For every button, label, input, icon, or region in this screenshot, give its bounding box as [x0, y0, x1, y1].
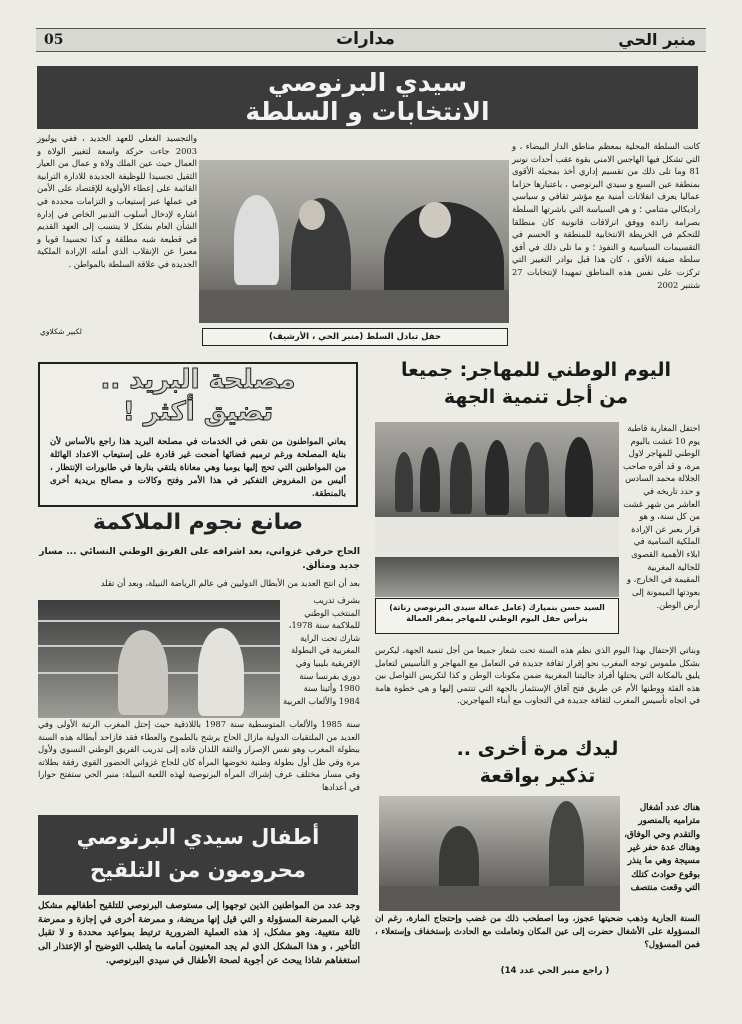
- post-office-title-line2: تضيق أكثر !: [122, 397, 274, 427]
- main-story-photo: [199, 160, 509, 323]
- post-office-body: يعاني المواطنون من نقص في الخدمات في مصلحة البريد هذا راجع بالأساس لأن بناية المصلحة ورغم ترميم فضائها أضحت غير قادرة على إستيعاب الاعداد الهائلة من المواطنين التي تحج إليها يوميا وهي معاناة يلتقي بنارها في طابورات الإنتظار ، أليس من المفروض التفكير في هذا الأمر وفتح وكالات و مصالح بريدية أخرى بالمنطقة.: [50, 437, 346, 500]
- reminder-headline: [375, 736, 700, 792]
- migrant-day-side-text: احتفل المغاربة قاطبة يوم 10 غشت باليوم الوطني للمهاجر لاول مرة، و قد أقره صاحب الجلالة محمد السادس و حدد تاريخه في العاشر من شهر غشت من كل سنة، و هو قرار يعبر عن الإرادة الملكية السامية في ابلاء الأهمية القصوى للجالية المغربية المقيمة في الخارج، و بعودتها الميمونة إلى أرض الوطن.: [623, 423, 700, 610]
- post-office-title-line1: مصلحة البريد ..: [100, 365, 296, 395]
- migrant-day-photo: [375, 422, 619, 597]
- reminder-side-text: هناك عدد أشغال متراميه بالمنصور والتقدم وحي الوفاق، وهناك عدة حفر غير مسيجة وهي ما ينذر بوقوع حوادث كتلك التي وقعت منتصف: [624, 803, 700, 894]
- page-header: [36, 28, 706, 52]
- section-name: مدارات: [336, 29, 395, 49]
- boxing-subtitle: الحاج حرفي غزواني، بعد اشرافه على الفريق الوطني النسائي ... مسار جديد ومتألق.: [39, 546, 360, 571]
- main-story-photo-caption: حفل تبادل السلط (منبر الحي ، الأرشيف): [202, 328, 508, 346]
- boxing-photo: [38, 600, 280, 718]
- paper-name: منبر الحي: [618, 30, 696, 49]
- reminder-reference: ( راجع منبر الحي عدد 14): [500, 966, 610, 976]
- reminder-title-line2: تذكير بواقعة: [479, 765, 596, 787]
- main-story-col-right: كانت السلطة المحلية بمعظم مناطق الدار البيضاء ، و التي تشكل فيها الهاجس الامني بقوة عقب أحداث نونبر 81 وما تلى ذلك من تقسيم إداري أخذ بمجيئه الأقوى بمنطقة عين السبع و سيدي البرنوصي ، باعتبارها حزاما عماليا يعرف انفلاتات أمنية مع مؤشر ثقافي و سياسي راديكالي متنامي ؛ و هي السياسة التي باشرتها السلطة بصرامة زائدة ووفق انزلاقات قانونية كان منطلقا للتحكم في الخريطة الانتخابية للمنطقة و الحسم في التقسيمات السياسية و النفوذ ؛ و ما تلى ذلك في أفق سلطة ضيقة الأفق ، كان هذا قبل بوادر التغيير التي تركزت على نفس هذه المناطق تمهيدا لإنتخابات 27 شتنبر 2002: [512, 141, 700, 290]
- migrant-day-body: وبناتي الإحتفال بهذا اليوم الذي نظم هذه السنة تحت شعار جميعا من أجل تنمية الجهة، ليكرس بشكل ملموس توجه المغرب نحو إقرار ثقافة جديدة في التعامل مع المهاجر و التأسيس لتعامل يليق بالمكانة التي يحتلها أفراد جاليتنا المغربية ضمن مكونات الوطن و كذا لتكريس التواصل بين هذه الفئة ووطنها الأم عن طريق فتح آفاق الإستثمار بالجهة التي تنتمي إليها و هي خطوة هامة في اتجاه تأسيس المغرب لثقافة جديدة في التجاوب مع أبناء المهاجرين.: [375, 645, 700, 706]
- boxing-beside-photo: بشرف تدريب المنتخب الوطني للملاكمة سنة 1978، شارك تحت الراية المغربية في البطولة الإفريقية بليبيا وفي دوري بفرنسا سنة 1980 وأثينا سنة 1984 والألعاب العربية: [283, 595, 360, 706]
- main-story-title-line2: الانتخابات و السلطة: [245, 97, 490, 126]
- boxing-title: صانع نجوم الملاكمة: [92, 510, 304, 535]
- children-title-line2: محرومون من التلقيح: [90, 858, 306, 882]
- migrant-day-title-line2: من أجل تنمية الجهة: [443, 386, 629, 408]
- migrant-day-title-line1: اليوم الوطني للمهاجر: جميعا: [401, 359, 671, 381]
- post-office-box: [38, 362, 358, 507]
- boxing-body: سنة 1985 والألعاب المتوسطية سنة 1987 باللاذقية حيث إحتل المغرب الرتبة الأولى وفي العديد من الملتقيات الدولية مازال الحاج يرشح بالطموح والعطاء فقد فازاحد أبطاله هذه السنة ببطولة المغرب وهو نفس الإصرار والثقة اللذان قاده إلى تدريب الفريق الوطني النسوي ولأول مرة وفي ظل أول بطولة وطنية تخوضها المرأة كان للحاج غزواني الحضور القوي رفقة بطلاته وفي مسار مختلف عرف إشراك المرأة البرنوصية لهذه اللعبة النبيلة: منبر الحي ستفتح حوارا في أعدادها: [38, 719, 360, 793]
- children-headline: [38, 815, 358, 895]
- migrant-day-photo-caption: السيد حسن بنميارك (عامل عمالة سيدي البرنوصي زناتة) يترأس حفل اليوم الوطني للمهاجر بمقر العمالة: [375, 598, 619, 634]
- boxing-intro: بعد أن انتج العديد من الأبطال الدوليين في عالم الرياضة النبيلة، وبعد أن تقلد: [100, 578, 360, 588]
- reminder-title-line1: ليدك مرة أخرى ..: [456, 738, 619, 760]
- reminder-body: السنة الجارية وذهب ضحيتها عجوز، وما اصطحب ذلك من غضب وإحتجاج المارة، رغم ان المسؤولة على الأشغال حضرت إلى عين المكان وتعاملت مع الحادث بإستخفاف وإستعلاء ، فمن المسؤول؟: [375, 914, 700, 951]
- reminder-photo: [379, 796, 620, 911]
- children-title-line1: أطفال سيدي البرنوصي: [76, 825, 320, 849]
- children-body: وجد عدد من المواطنين الذين توجهوا إلى مستوصف البرنوصي للتلقيح أطفالهم مشكل غياب الممرضة المسؤولة و التي قيل إنها مريضة، و ممرضة أخرى في إجازة و ممرضة ثالثة متغيبة. وهو مشكل، إذ هذه العملية الضرورية ترتبط بمواعيد محددة و لا تقبل التأخير ، و هذا المشكل الذي لم يجد المعنيون أمامه ما يتطلب التوضيح أو الإعتذار الى استغفاهم شاذا يبحث عن أجوبة لصحة الأطفال في سيدي البرنوصي.: [38, 901, 360, 966]
- page-number: 05: [44, 32, 64, 48]
- main-story-col-left: والتجسيد الفعلي للعهد الجديد ، ففي يوليوز 2003 جاءت حركة واسعة لتغيير الولاة و العمال حيث عين الملك ولاة و عمال من العيار الثقيل تجسيدا للوظيفة الجديدة للادارة الترابية القائمة على إعطاء الأولوية للإقتصاد على الأمن في عملها عبر إستيعاب و التزامات محددة في اشارة لإدخال أسلوب التدبير الخاص في إدارة الشأن العام بشكل لا ينتسب إلى العهد القديم في قطيعة شبه مطلقة و كذا تجسيدا قويا و معبرا عن الإنقلاب الذي أملته الإرادة الملكية الجديدة في علاقة السلطة بالمواطن .: [37, 133, 197, 270]
- main-story-author: لكبير شكلاوي: [40, 327, 82, 336]
- main-story-headline: [37, 66, 698, 129]
- main-story-title-line1: سيدي البرنوصي: [267, 68, 468, 97]
- migrant-day-headline: [372, 357, 700, 413]
